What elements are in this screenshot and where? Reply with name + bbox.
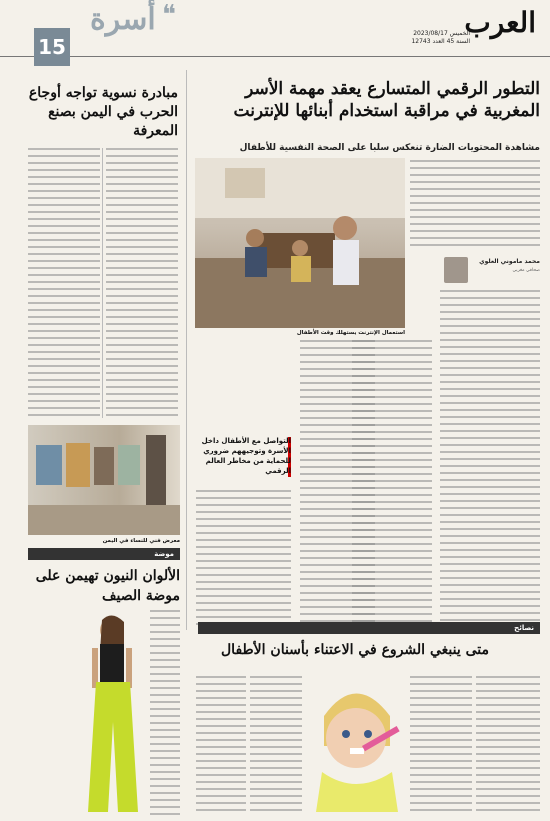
author-title: صحافي مغربي xyxy=(512,268,540,273)
author-name: محمد ماموني العلوي xyxy=(479,258,540,265)
author-avatar xyxy=(444,257,468,283)
lead-intro-text xyxy=(410,160,540,248)
side-article-text-col-1 xyxy=(28,148,100,418)
lead-text-col-1 xyxy=(440,290,540,630)
child-text-col-3 xyxy=(476,676,540,816)
side-article-headline: مبادرة نسوية تواجه أوجاع الحرب في اليمن بصنع المعرفة xyxy=(28,85,178,139)
lead-subhead: مشاهدة المحتويات الضارة تنعكس سلبا على الصحة النفسية للأطفال xyxy=(239,143,540,153)
newspaper-logo: العرب xyxy=(464,6,536,39)
child-text-col-1 xyxy=(196,676,246,816)
children-internet-photo xyxy=(195,158,405,328)
child-toothbrush-photo xyxy=(306,676,406,812)
page-number: 15 xyxy=(34,28,70,66)
fashion-band-label: موضة xyxy=(154,550,174,558)
child-article-headline: متى ينبغي الشروع في الاعتناء بأسنان الأطفال xyxy=(221,642,489,658)
section-title: أسرة xyxy=(90,2,156,37)
advice-section-band xyxy=(198,622,540,634)
child-text-col-4 xyxy=(410,676,472,816)
column-divider xyxy=(186,70,187,630)
issue-date: الخميس 2023/08/17 xyxy=(413,30,470,37)
column-divider xyxy=(102,148,103,418)
yemen-art-photo xyxy=(28,425,180,535)
fashion-section-band xyxy=(28,548,180,560)
advice-band-label: نصائح xyxy=(514,624,534,632)
child-text-col-2 xyxy=(250,676,302,816)
lead-text-col-3 xyxy=(300,340,375,630)
quote-icon: ❝ xyxy=(162,0,176,30)
fashion-text xyxy=(150,610,180,815)
fashion-headline: الألوان النيون تهيمن على موضة الصيف xyxy=(35,568,180,604)
issue-number: السنة 45 العدد 12743 xyxy=(411,38,470,45)
side-photo-caption: معرض فني للنساء في اليمن xyxy=(102,538,180,544)
lead-text-col-4 xyxy=(196,490,291,630)
lead-photo-caption: استعمال الإنترنت يستهلك وقت الأطفال xyxy=(296,330,405,336)
lead-pullquote: التواصل مع الأطفال داخل الأسرة وتوجيههم ضروري للحماية من مخاطر العالم الرقمي xyxy=(201,437,291,475)
lead-headline: التطور الرقمي المتسارع يعقد مهمة الأسر المغربية في مراقبة استخدام أبنائها للإنترنت xyxy=(233,79,540,121)
side-article-text-col-2 xyxy=(106,148,178,418)
date-block xyxy=(411,30,470,46)
neon-fashion-model-photo xyxy=(72,612,152,817)
